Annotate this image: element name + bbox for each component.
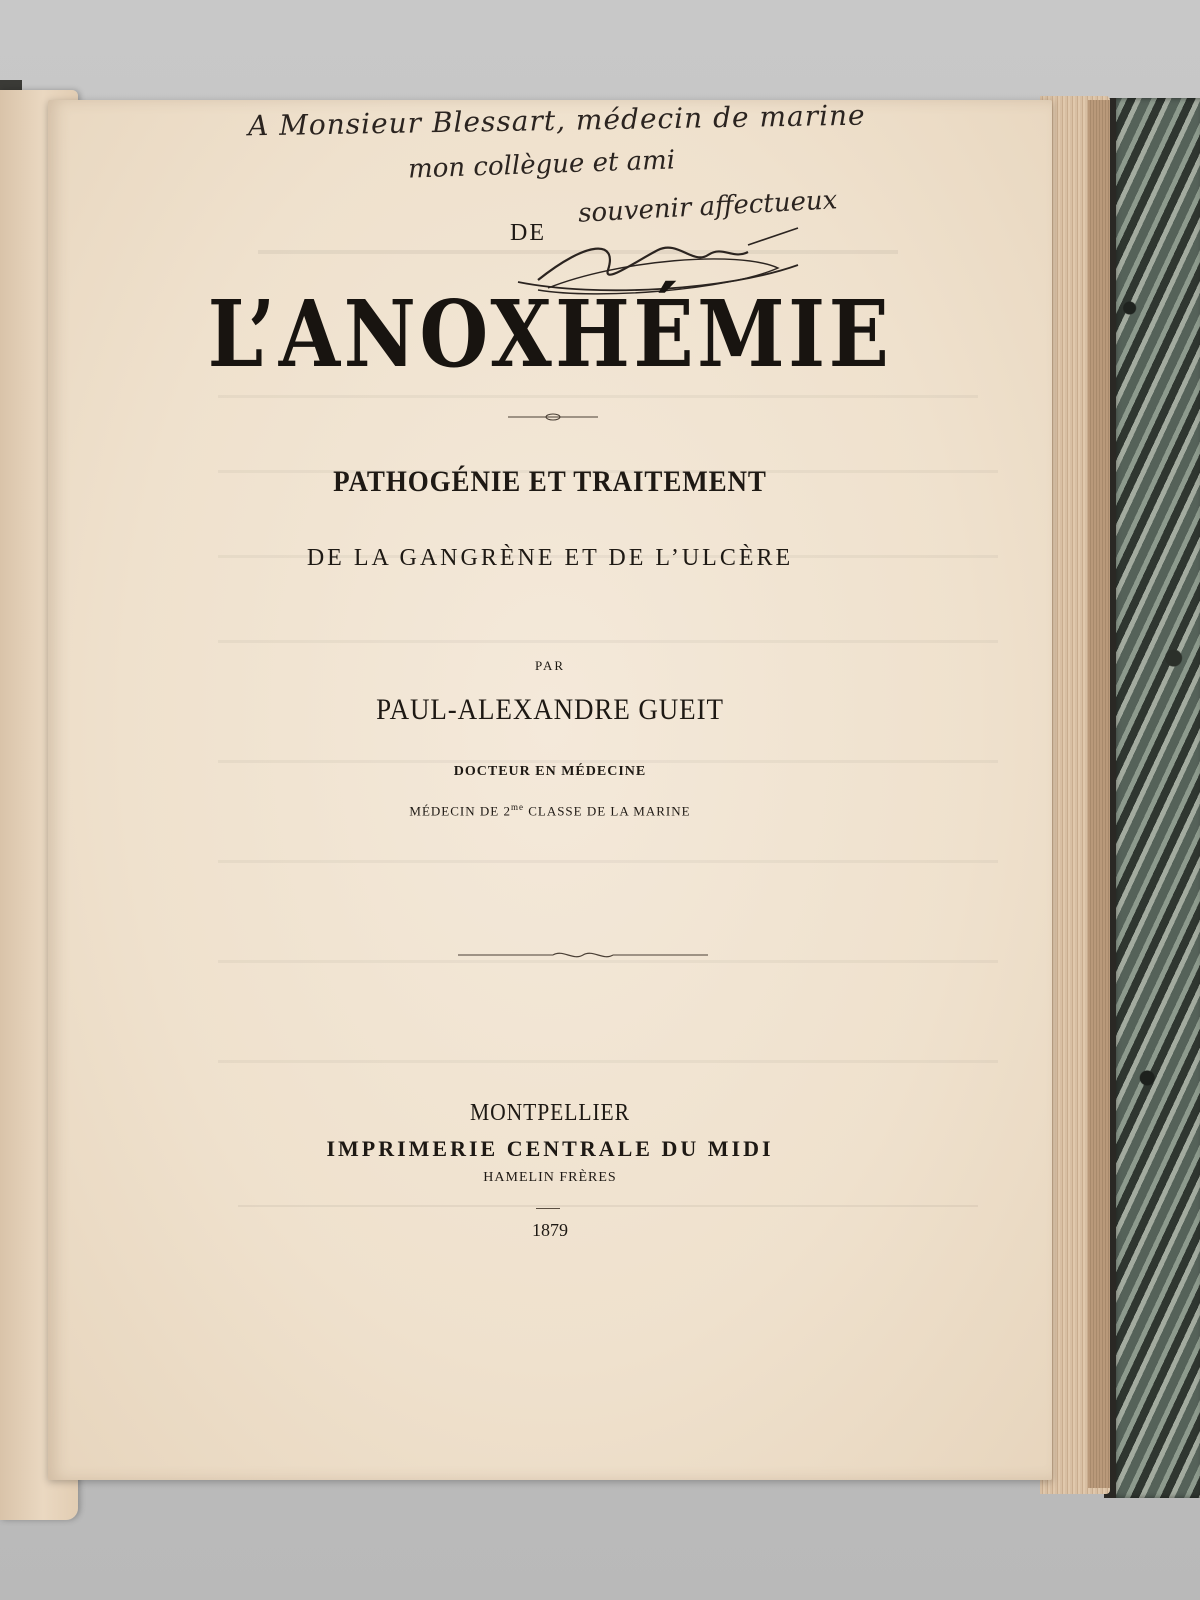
inscription-line-2: mon collègue et ami [407, 145, 676, 185]
page-edges-shadow [1088, 100, 1110, 1488]
show-through-line [238, 1205, 978, 1207]
divider-ornament [458, 948, 708, 962]
show-through-line [218, 395, 978, 398]
subtitle-line-2: DE LA GANGRÈNE ET DE L’ULCÈRE [306, 545, 794, 571]
imprint-publisher: HAMELIN FRÈRES [483, 1170, 617, 1185]
marbled-cover [1112, 98, 1200, 1498]
show-through-line [218, 1060, 998, 1063]
title-prefix: DE [510, 220, 546, 246]
credential-2-prefix: MÉDECIN DE 2 [409, 803, 511, 819]
show-through-line [218, 860, 998, 863]
credential-2-superscript: me [510, 802, 524, 812]
by-label: PAR [534, 658, 566, 673]
inscription-line-1: A Monsieur Blessart, médecin de marine [247, 98, 866, 143]
author-name: PAUL-ALEXANDRE GUEIT [376, 693, 724, 726]
imprint-city: MONTPELLIER [470, 1100, 630, 1126]
title-ornament-rule [508, 410, 598, 424]
show-through-line [218, 640, 998, 643]
author-credential-1: DOCTEUR EN MÉDECINE [453, 764, 647, 779]
title-page [48, 100, 1052, 1480]
inscription-line-3: souvenir affectueux [577, 185, 839, 229]
page-title: L’ANOXHÉMIE [207, 280, 893, 388]
subtitle-line-1: PATHOGÉNIE ET TRAITEMENT [333, 465, 767, 498]
year-rule [536, 1208, 560, 1209]
show-through-line [218, 760, 998, 763]
credential-2-suffix: CLASSE DE LA MARINE [523, 803, 691, 819]
imprint-year: 1879 [532, 1220, 568, 1240]
author-credential-2 [48, 802, 1052, 819]
imprint-printer: IMPRIMERIE CENTRALE DU MIDI [326, 1136, 774, 1161]
